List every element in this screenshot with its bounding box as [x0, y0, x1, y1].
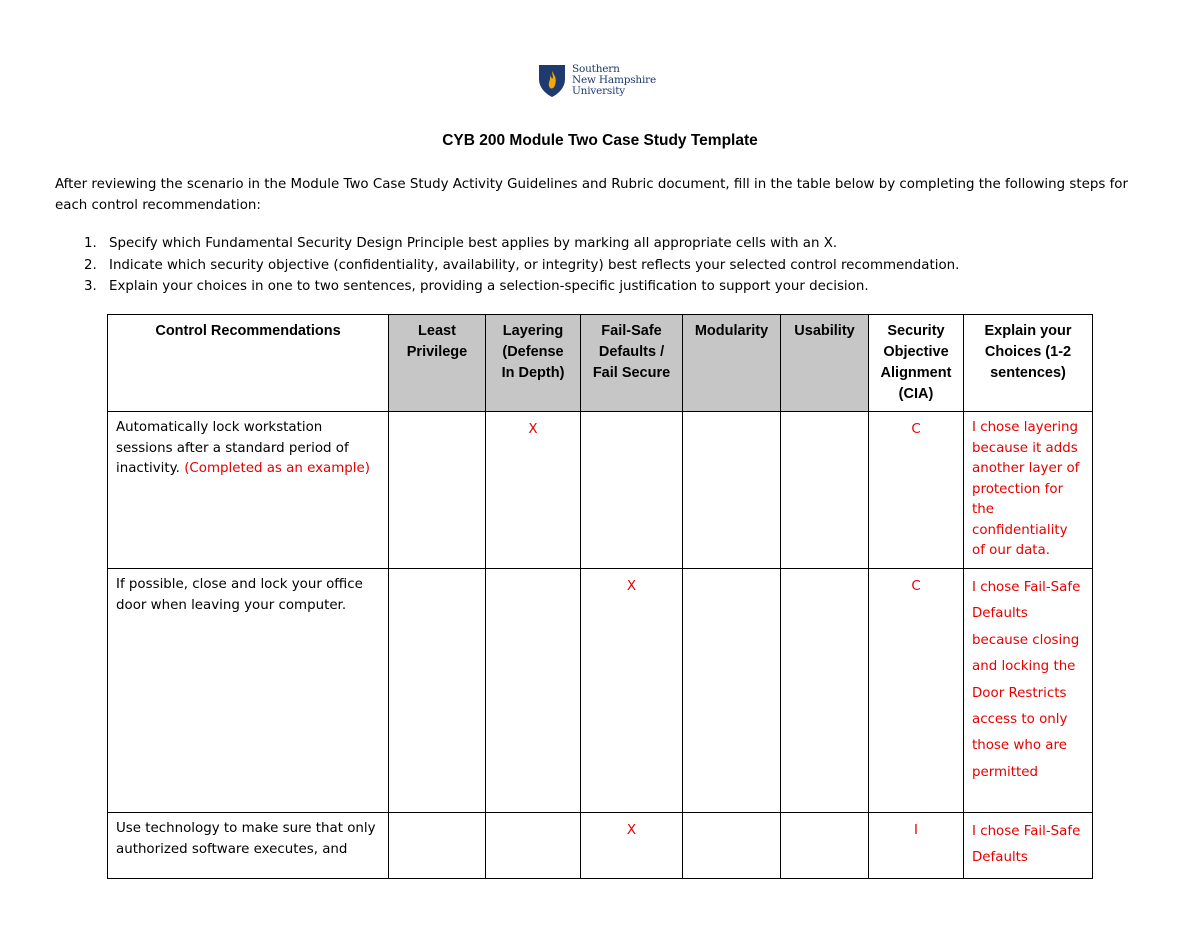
document-title: CYB 200 Module Two Case Study Template — [442, 132, 758, 149]
modularity-cell[interactable] — [683, 813, 781, 879]
layering-cell[interactable] — [486, 813, 581, 879]
fail-safe-cell[interactable] — [581, 412, 683, 569]
cia-cell[interactable]: I — [869, 813, 964, 879]
least-privilege-cell[interactable] — [389, 813, 486, 879]
logo-wordmark — [572, 64, 656, 97]
explanation-cell[interactable]: I chose layering because it adds another layer of protection for the confidentiality of our data. — [964, 412, 1093, 569]
control-cell[interactable]: If possible, close and lock your office door when leaving your computer. — [108, 569, 389, 813]
instruction-steps — [84, 233, 1144, 298]
step-item — [84, 276, 1144, 298]
modularity-cell[interactable] — [683, 412, 781, 569]
header-layering: Layering (Defense In Depth) — [486, 315, 581, 412]
control-recommendations-table — [107, 314, 1093, 879]
logo-line-1: Southern — [572, 63, 620, 75]
explanation-cell[interactable]: I chose Fail-Safe Defaults — [964, 813, 1093, 879]
step-number: 3. — [84, 279, 97, 294]
example-note: (Completed as an example) — [184, 461, 370, 476]
header-usability: Usability — [781, 315, 869, 412]
table-row — [108, 412, 1093, 569]
modularity-cell[interactable] — [683, 569, 781, 813]
least-privilege-cell[interactable] — [389, 412, 486, 569]
layering-cell[interactable] — [486, 569, 581, 813]
logo-line-3: University — [572, 85, 626, 97]
step-text: Explain your choices in one to two sentences, providing a selection-specific justification to support your decision. — [109, 279, 869, 294]
control-text: Automatically lock workstation sessions after a standard period of inactivity. — [116, 420, 349, 476]
step-text: Indicate which security objective (confidentiality, availability, or integrity) best reflects your selected control recommendation. — [109, 257, 960, 273]
step-item — [84, 233, 1144, 255]
fail-safe-cell[interactable]: X — [581, 569, 683, 813]
cia-cell[interactable]: C — [869, 412, 964, 569]
usability-cell[interactable] — [781, 813, 869, 879]
cia-cell[interactable]: C — [869, 569, 964, 813]
control-cell[interactable]: Use technology to make sure that only authorized software executes, and — [108, 813, 389, 879]
intro-paragraph: After reviewing the scenario in the Module Two Case Study Activity Guidelines and Rubric document, fill in the table below by completing the following steps for each control recommendation: — [55, 177, 1129, 213]
logo-line-2: New Hampshire — [572, 74, 656, 86]
table-row — [108, 813, 1093, 879]
fail-safe-cell[interactable]: X — [581, 813, 683, 879]
control-cell[interactable] — [108, 412, 389, 569]
university-logo — [538, 64, 656, 98]
header-cia: Security Objective Alignment (CIA) — [869, 315, 964, 412]
step-number: 2. — [84, 257, 97, 273]
step-text: Specify which Fundamental Security Design Principle best applies by marking all appropriate cells with an X. — [109, 236, 838, 251]
header-modularity: Modularity — [683, 315, 781, 412]
table-header-row — [108, 315, 1093, 412]
header-least-privilege: Least Privilege — [389, 315, 486, 412]
layering-cell[interactable]: X — [486, 412, 581, 569]
shield-flame-icon — [538, 64, 566, 98]
header-control-recommendations: Control Recommendations — [108, 315, 389, 412]
explanation-cell[interactable]: I chose Fail-Safe Defaults because closing and locking the Door Restricts access to only those who are permitted — [964, 569, 1093, 813]
usability-cell[interactable] — [781, 569, 869, 813]
usability-cell[interactable] — [781, 412, 869, 569]
table-row — [108, 569, 1093, 813]
step-number: 1. — [84, 236, 97, 251]
step-item — [84, 255, 1144, 277]
header-explain: Explain your Choices (1-2 sentences) — [964, 315, 1093, 412]
header-fail-safe: Fail-Safe Defaults / Fail Secure — [581, 315, 683, 412]
least-privilege-cell[interactable] — [389, 569, 486, 813]
